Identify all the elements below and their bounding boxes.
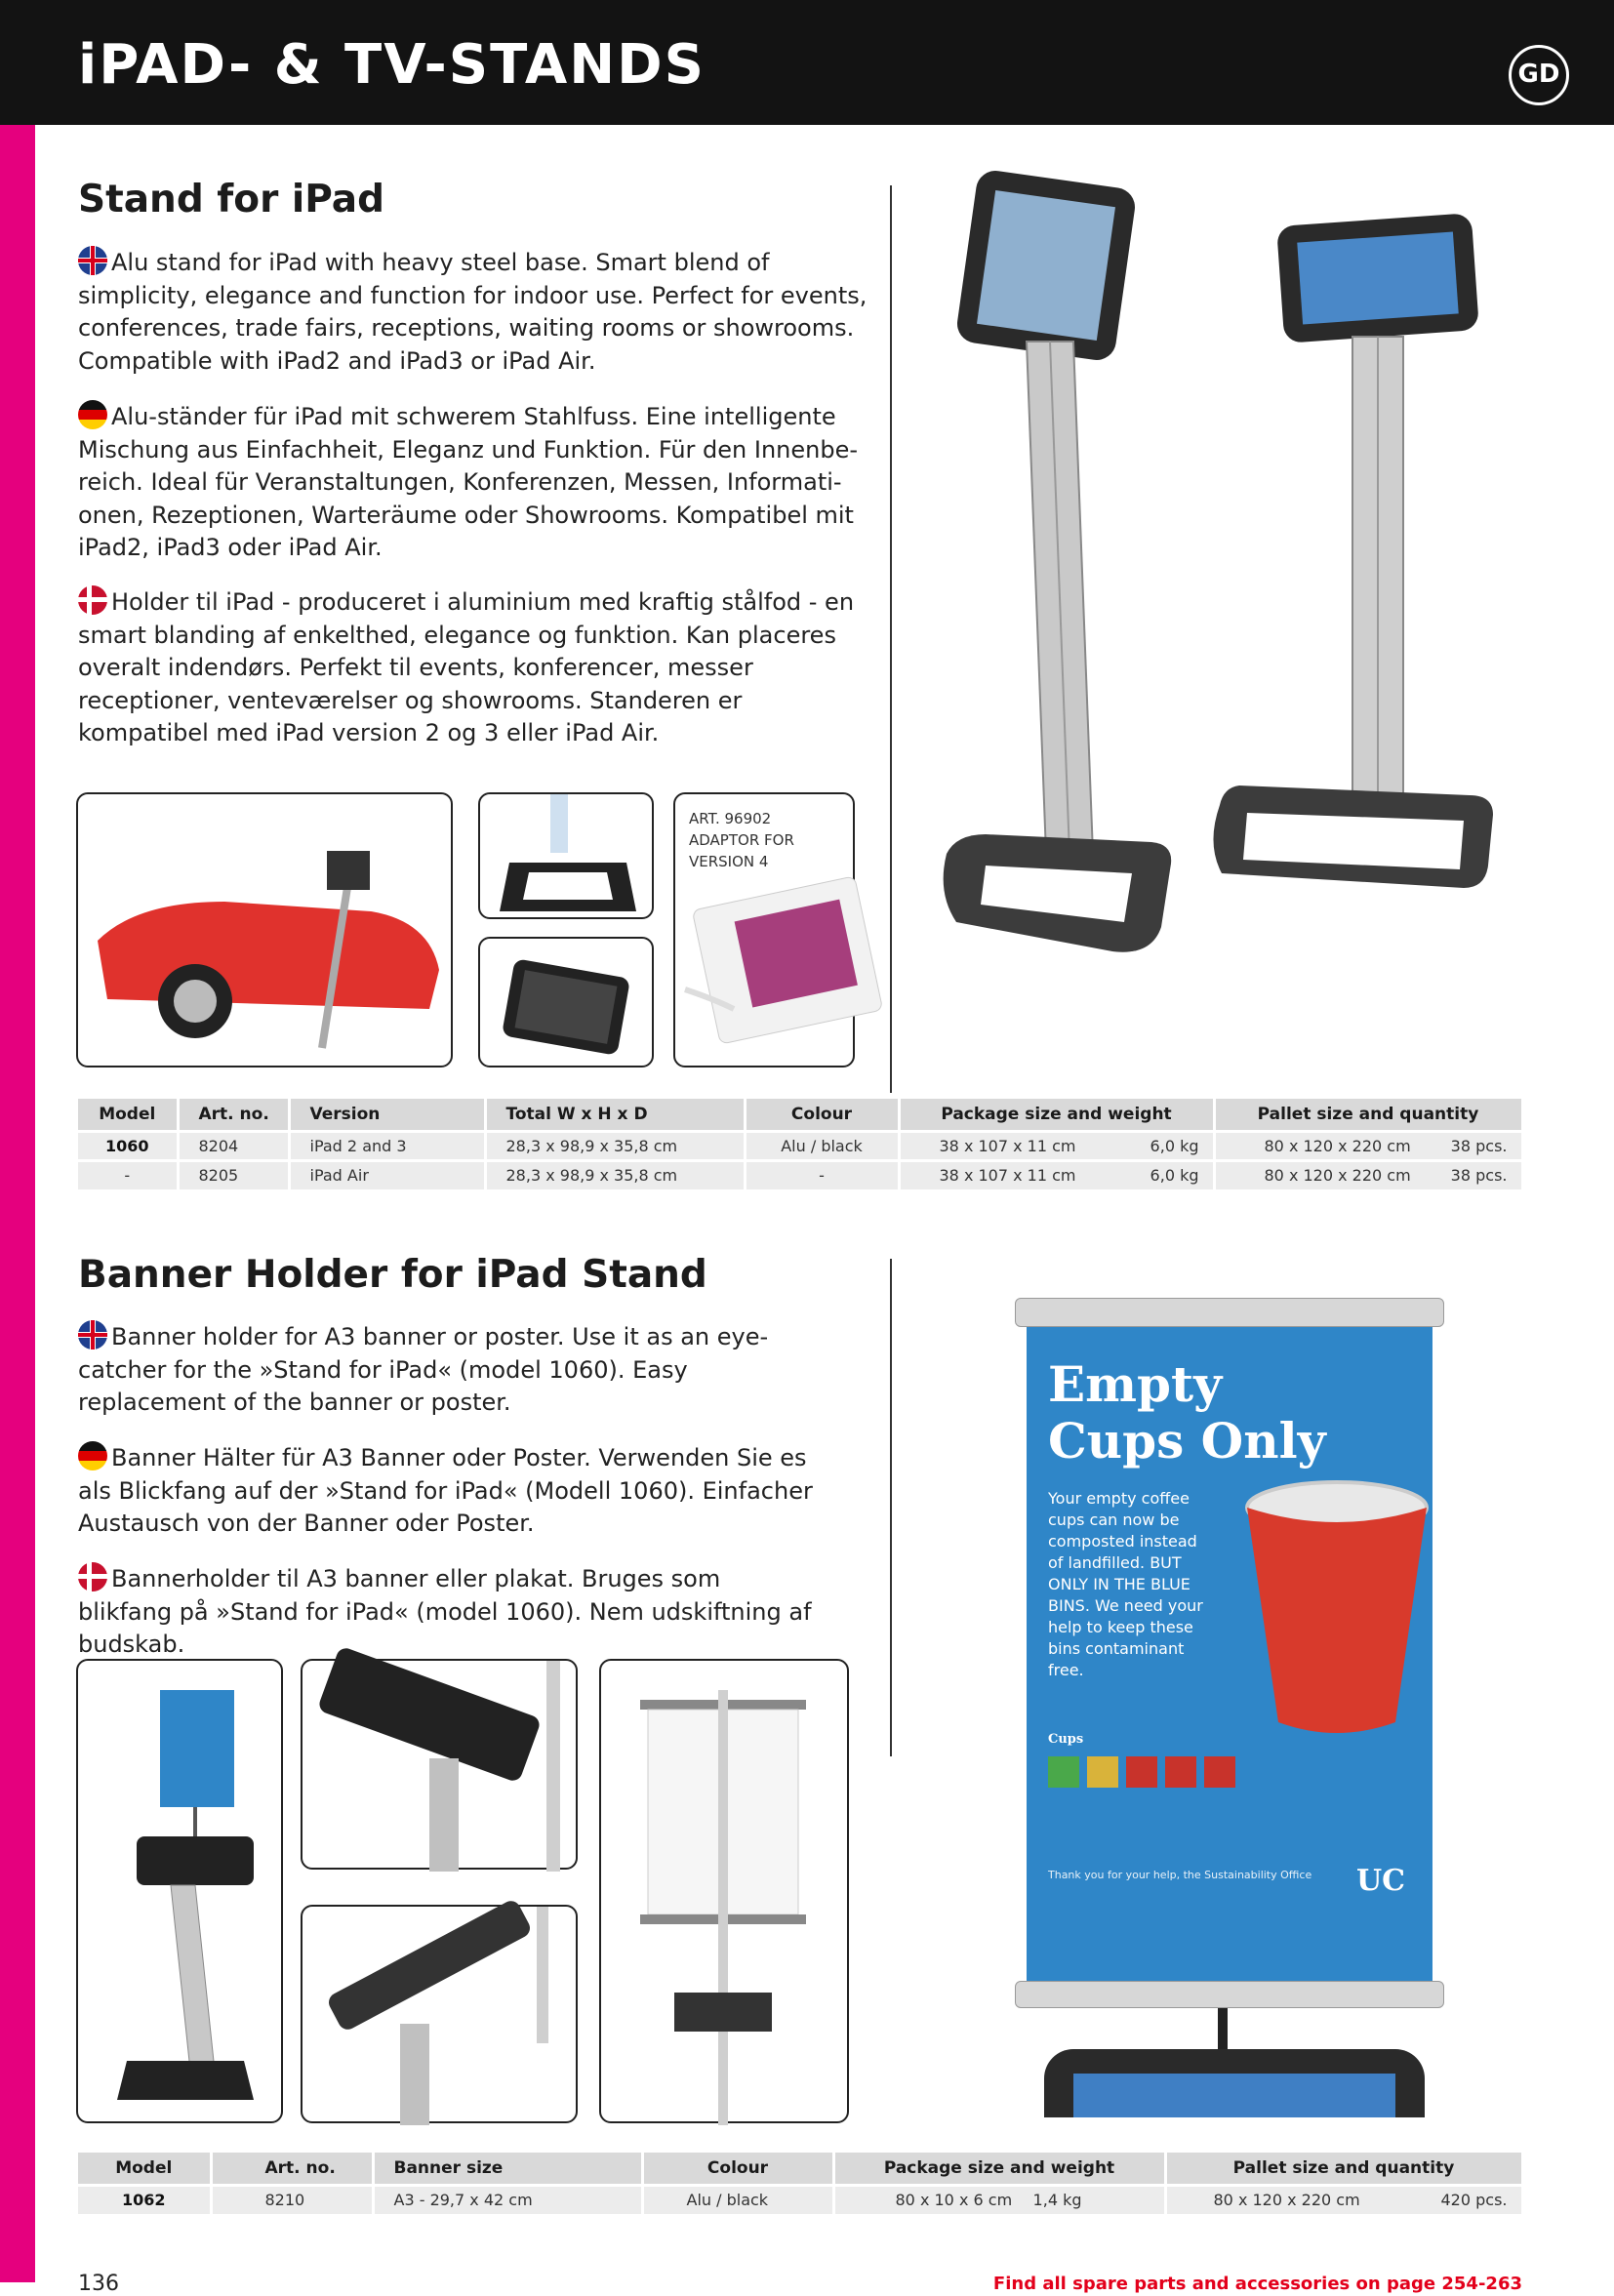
column-header: Package size and weight (833, 2153, 1165, 2185)
cell-colour: - (745, 1160, 899, 1189)
ipad-stands-product-image (917, 171, 1503, 1068)
page-number: 136 (78, 2272, 119, 2296)
cell-art-no: 8205 (178, 1160, 289, 1189)
cell-version: iPad Air (289, 1160, 485, 1189)
column-header: Total W x H x D (485, 1099, 745, 1131)
column-header: Banner size (373, 2153, 642, 2185)
cell-package (899, 1160, 1214, 1189)
column-header: Model (78, 2153, 211, 2185)
column-header: Art. no. (211, 2153, 373, 2185)
table-row (78, 1160, 1522, 1189)
cell-version: iPad 2 and 3 (289, 1131, 485, 1160)
cell-pallet (1214, 1160, 1522, 1189)
cell-colour: Alu / black (745, 1131, 899, 1160)
cell-package (833, 2185, 1165, 2214)
banner-headline: Empty Cups Only (1048, 1355, 1326, 1470)
danish-flag-icon (78, 585, 107, 615)
description-de-text: Alu-ständer für iPad mit schwerem Stahlfuss. Eine intelligente Mischung aus Einfachheit, Eleganz und Funktion. Für den Innenbe-reich. Ideal für Veranstaltungen, Konferenzen, Messen, Informati-onen, Rezeptionen, Warteräume oder Showrooms. Kompatibel mit iPad2, iPad3 oder iPad Air. (78, 403, 859, 561)
adaptor-caption-line: ADAPTOR FOR (689, 831, 794, 849)
column-header: Art. no. (178, 1099, 289, 1131)
pallet-quantity: 38 pcs. (1450, 1136, 1508, 1155)
banner-footer-text: Thank you for your help, the Sustainability Office (1048, 1869, 1312, 1881)
photo-bracket-side (301, 1905, 578, 2123)
description-de (78, 400, 859, 565)
banner-description-de-text: Banner Hälter für A3 Banner oder Poster. Verwenden Sie es als Blickfang auf der »Stand for iPad« (Modell 1060). Einfacher Austausch von der Banner oder Poster. (78, 1444, 813, 1537)
pallet-quantity: 38 pcs. (1450, 1166, 1508, 1186)
description-en (78, 246, 868, 378)
column-header: Pallet size and quantity (1165, 2153, 1522, 2185)
photo-hands-ipad (478, 937, 654, 1067)
spec-table-ipad-stand (78, 1099, 1524, 1189)
red-cup-image (1220, 1478, 1434, 1752)
table-header-row (78, 1099, 1522, 1131)
column-header: Pallet size and quantity (1214, 1099, 1522, 1131)
spec-table-banner-holder (78, 2153, 1524, 2214)
banner-description-de (78, 1441, 820, 1541)
banner-icons-row (1048, 1756, 1243, 1795)
column-header: Package size and weight (899, 1099, 1214, 1131)
accent-side-bar (0, 125, 35, 2282)
cell-dimensions: 28,3 x 98,9 x 35,8 cm (485, 1131, 745, 1160)
cell-dimensions: 28,3 x 98,9 x 35,8 cm (485, 1160, 745, 1189)
uk-flag-icon (78, 246, 107, 275)
column-divider (890, 1259, 892, 1756)
cell-banner-size: A3 - 29,7 x 42 cm (373, 2185, 642, 2214)
column-header: Model (78, 1099, 178, 1131)
page-title: iPAD- & TV-STANDS (78, 33, 706, 97)
description-dk (78, 585, 868, 750)
column-header: Version (289, 1099, 485, 1131)
table-header-row (78, 2153, 1522, 2185)
cell-pallet (1214, 1131, 1522, 1160)
section-title-banner-holder: Banner Holder for iPad Stand (78, 1253, 707, 1297)
package-weight: 6,0 kg (1150, 1136, 1199, 1155)
banner-description-dk (78, 1562, 820, 1662)
cell-art-no: 8204 (178, 1131, 289, 1160)
brand-logo (1509, 45, 1569, 105)
description-en-text: Alu stand for iPad with heavy steel base. Smart blend of simplicity, elegance and function for indoor use. Perfect for events, conferences, trade fairs, receptions, waiting rooms or showrooms. Compatible with iPad2 and iPad3 or iPad Air. (78, 249, 868, 375)
banner-description-dk-text: Bannerholder til A3 banner eller plakat. Bruges som blikfang på »Stand for iPad« (model 1060). Nem udskiftning af budskab. (78, 1565, 812, 1658)
adaptor-caption (689, 808, 794, 872)
column-divider (890, 185, 892, 1093)
photo-adaptor (673, 792, 855, 1067)
banner-poster-image (1005, 1259, 1454, 2117)
banner-description-en (78, 1320, 829, 1420)
cell-art-no: 8210 (211, 2185, 373, 2214)
photo-banner-frame (599, 1659, 849, 2123)
package-weight: 1,4 kg (1032, 2191, 1082, 2210)
cell-package (899, 1131, 1214, 1160)
package-weight: 6,0 kg (1150, 1166, 1199, 1186)
photo-stand-base (478, 792, 654, 919)
package-size: 80 x 10 x 6 cm (895, 2191, 1013, 2210)
pallet-size: 80 x 120 x 220 cm (1264, 1136, 1411, 1155)
cell-model: - (78, 1160, 178, 1189)
cell-model: 1060 (78, 1131, 178, 1160)
uk-flag-icon (78, 1320, 107, 1349)
cell-colour: Alu / black (642, 2185, 833, 2214)
german-flag-icon (78, 1441, 107, 1470)
photo-stand-with-banner (76, 1659, 283, 2123)
table-row (78, 1131, 1522, 1160)
column-header: Colour (745, 1099, 899, 1131)
logo-text: GD (1517, 60, 1560, 89)
adaptor-caption-line: VERSION 4 (689, 853, 769, 870)
cell-pallet (1165, 2185, 1522, 2214)
banner-logo: UC (1356, 1864, 1406, 1898)
description-dk-text: Holder til iPad - produceret i aluminium med kraftig stålfod - en smart blanding af enkelthed, elegance og funktion. Kan placeres overalt indendørs. Perfekt til events, konferencer, messer receptioner, venteværelser og showrooms. Standeren er kompatibel med iPad version 2 og 3 eller iPad Air. (78, 588, 855, 746)
pallet-size: 80 x 120 x 220 cm (1264, 1166, 1411, 1186)
german-flag-icon (78, 400, 107, 429)
column-header: Colour (642, 2153, 833, 2185)
adaptor-caption-line: ART. 96902 (689, 810, 772, 827)
danish-flag-icon (78, 1562, 107, 1591)
table-row (78, 2185, 1522, 2214)
photo-car-display (76, 792, 453, 1067)
pallet-quantity: 420 pcs. (1440, 2191, 1508, 2210)
package-size: 38 x 107 x 11 cm (939, 1136, 1076, 1155)
package-size: 38 x 107 x 11 cm (939, 1166, 1076, 1186)
banner-small-label: Cups (1048, 1732, 1084, 1747)
section-title-ipad-stand: Stand for iPad (78, 178, 385, 222)
banner-description-en-text: Banner holder for A3 banner or poster. Use it as an eye-catcher for the »Stand for iPad« (model 1060). Easy replacement of the banner or poster. (78, 1323, 769, 1416)
cell-model: 1062 (78, 2185, 211, 2214)
spare-parts-note: Find all spare parts and accessories on page 254-263 (992, 2274, 1522, 2294)
photo-bracket-top (301, 1659, 578, 1870)
banner-body: Your empty coffee cups can now be composted instead of landfilled. BUT ONLY IN THE BLUE BINS. We need your help to keep these bins contaminant free. (1048, 1489, 1203, 1679)
pallet-size: 80 x 120 x 220 cm (1213, 2191, 1360, 2210)
